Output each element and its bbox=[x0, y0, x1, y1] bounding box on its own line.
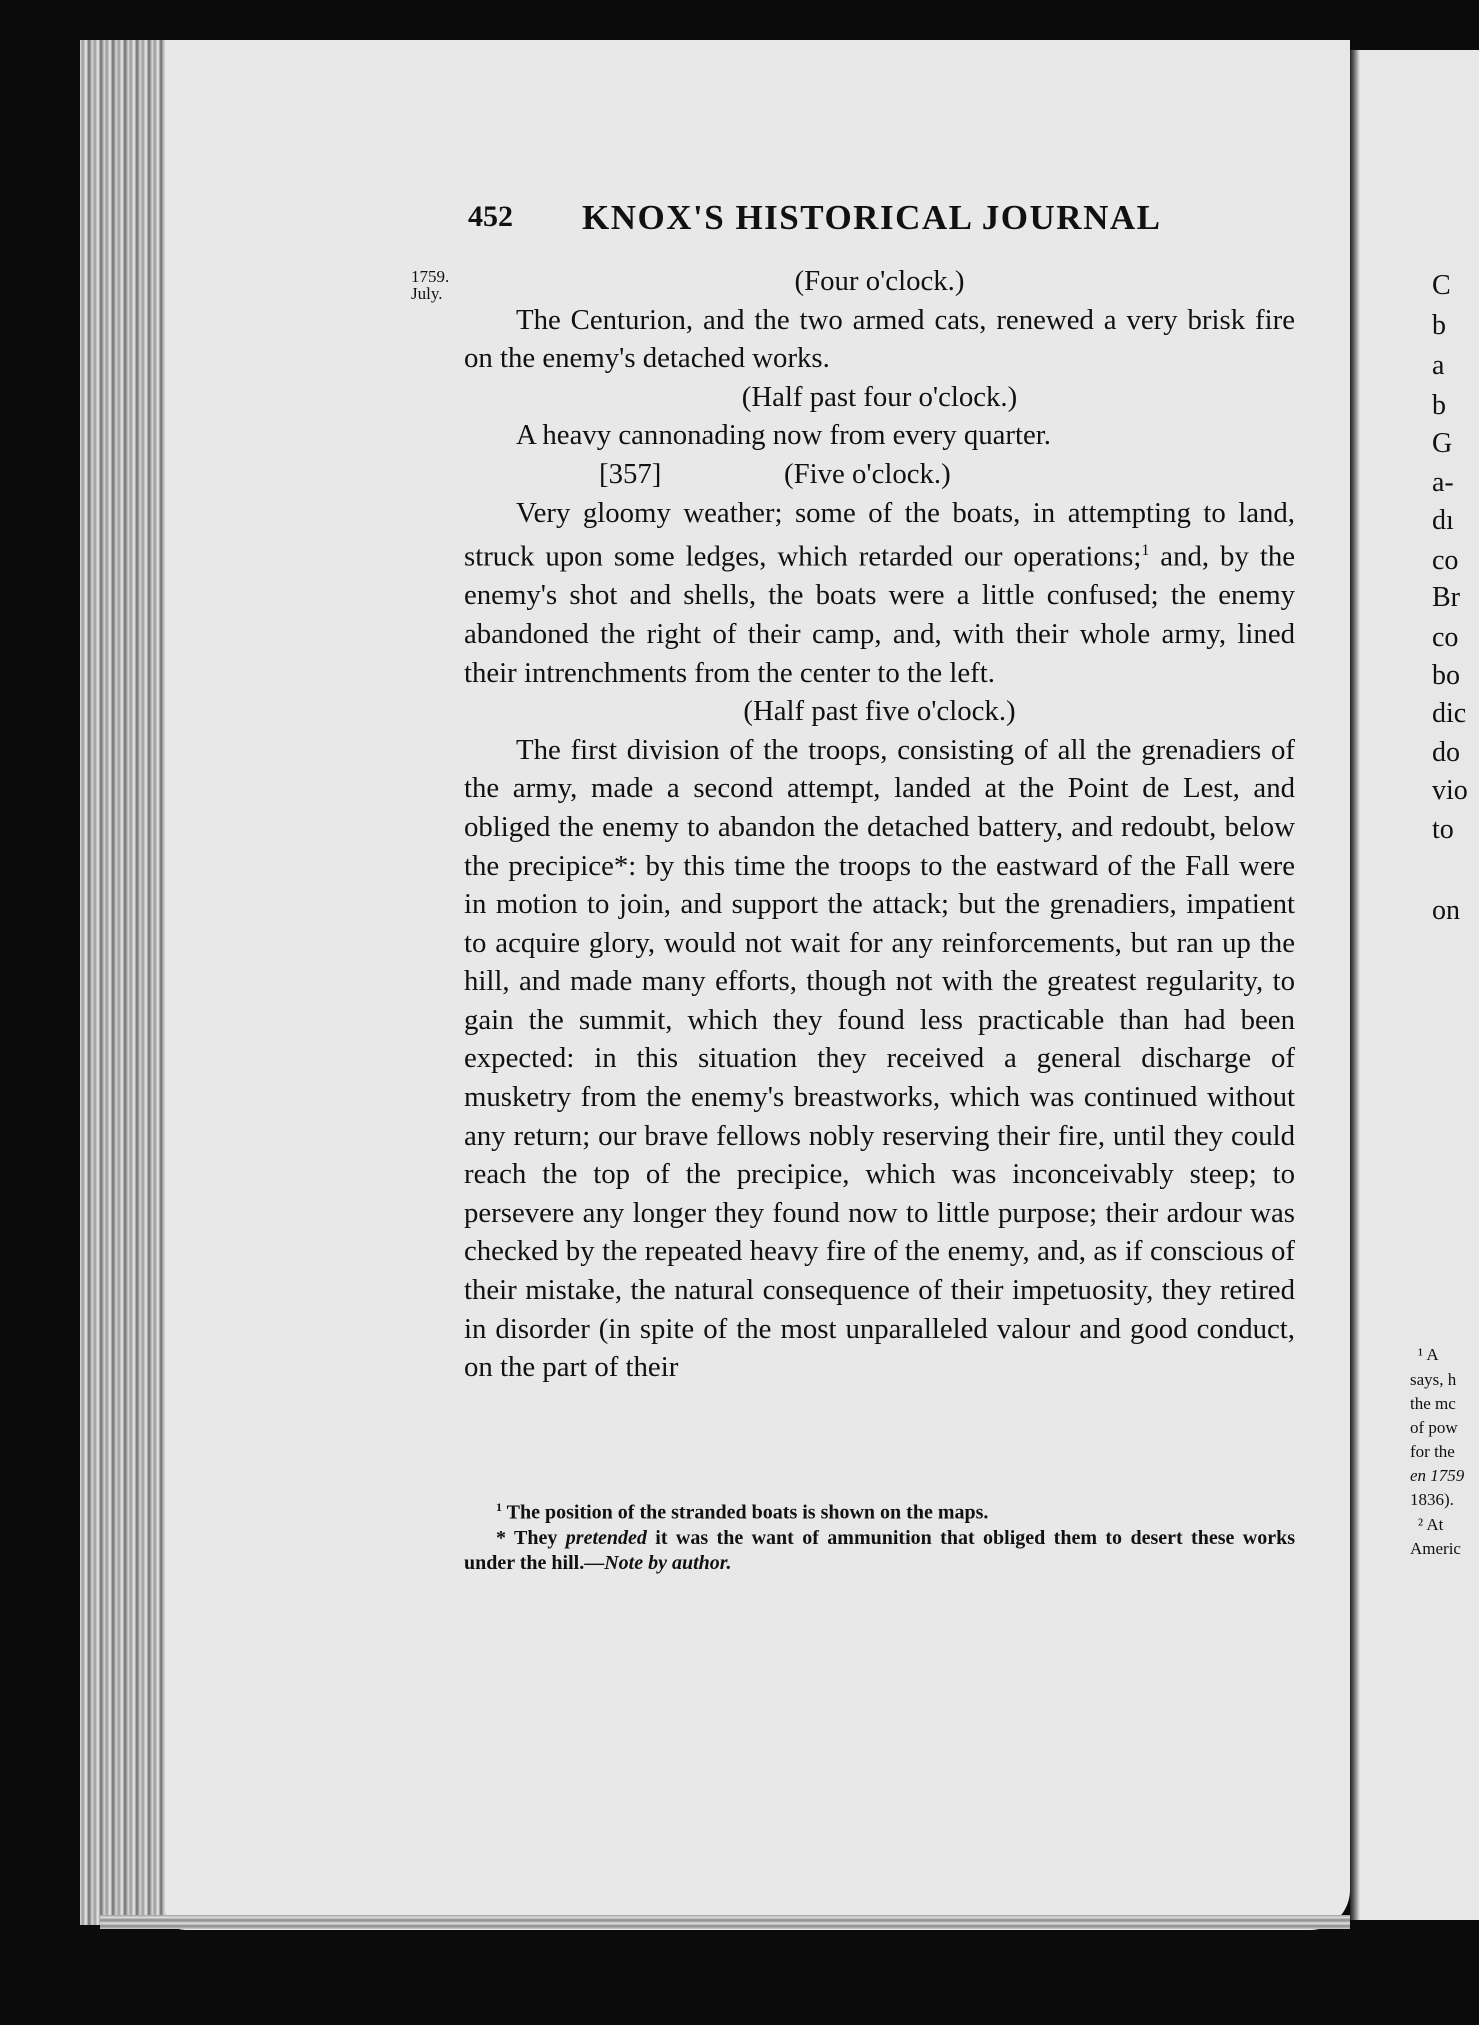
footnote-reference: 1 bbox=[1141, 542, 1150, 560]
facing-fragment: bo bbox=[1432, 660, 1460, 691]
footnote-text: The position of the stranded boats is shown on the maps. bbox=[502, 1501, 989, 1524]
facing-fragment: dic bbox=[1432, 698, 1467, 729]
margin-year: 1759. bbox=[411, 267, 450, 286]
facing-footnote-fragment: en 1759 bbox=[1410, 1466, 1465, 1485]
footnote-marker: * bbox=[496, 1526, 506, 1549]
paragraph bbox=[464, 494, 1295, 693]
time-heading: (Half past four o'clock.) bbox=[741, 380, 1018, 413]
facing-fragment: co bbox=[1432, 622, 1459, 653]
margin-date-note bbox=[411, 268, 449, 302]
facing-footnote-fragment: Americ bbox=[1410, 1539, 1461, 1558]
footnote-text: it was the want of ammunition that obliged them to desert these works under the hill.— bbox=[464, 1526, 1296, 1574]
facing-fragment: a- bbox=[1432, 467, 1454, 498]
margin-month: July. bbox=[411, 284, 443, 303]
facing-fragment: G bbox=[1432, 428, 1453, 459]
facing-footnote-fragment: for the bbox=[1410, 1442, 1455, 1461]
paragraph-text: and, by the enemy's shot and shells, the boats were a little confused; the enemy abandoned the right of their camp, and, with their whole army, lined their intrenchments from the center to the left. bbox=[464, 540, 1296, 689]
footnote-text: They bbox=[506, 1526, 566, 1549]
facing-footnote-fragment: ² At bbox=[1418, 1515, 1444, 1534]
facing-fragment: dı bbox=[1432, 505, 1454, 536]
facing-footnote-fragment: ¹ A bbox=[1418, 1345, 1439, 1364]
page-ref-line bbox=[464, 455, 1295, 494]
facing-fragment: b bbox=[1432, 390, 1446, 421]
page-header bbox=[468, 200, 1186, 244]
paragraph: The Centurion, and the two armed cats, renewed a very brisk fire on the enemy's detached works. bbox=[464, 303, 1295, 375]
time-heading: (Five o'clock.) bbox=[784, 457, 951, 490]
facing-footnote-fragment: 1836). bbox=[1410, 1490, 1454, 1509]
footnote-emphasis: pretended bbox=[565, 1526, 647, 1549]
facing-fragment: C bbox=[1432, 270, 1451, 301]
facing-fragment: co bbox=[1432, 545, 1459, 576]
facing-fragment: a bbox=[1432, 350, 1445, 381]
paragraph: A heavy cannonading now from every quarter. bbox=[516, 419, 1051, 452]
page-number: 452 bbox=[468, 200, 513, 233]
footnote-attribution: Note by author. bbox=[604, 1551, 732, 1574]
paragraph: The first division of the troops, consisting of all the grenadiers of the army, made a second attempt, landed at the Point de Lest, and obliged the enemy to abandon the detached battery, and redoubt, below the precipice*: by this time the troops to the eastward of the Fall were in motion to join, and support the attack; but the grenadiers, impatient to acquire glory, would not wait for any reinforcements, but ran up the hill, and made many efforts, though not with the greatest regularity, to gain the summit, which they found less practicable than had been expected: in this situation they received a general discharge of musketry from the enemy's breastworks, which was continued without any return; our brave fellows nobly reserving their fire, until they could reach the top of the precipice, which was inconceivably steep; to persevere any longer they found now to little purpose; their ardour was checked by the repeated heavy fire of the enemy, and, as if conscious of their mistake, the natural consequence of their impetuosity, they retired in disorder (in spite of the most unparalleled valour and good conduct, on the part of their bbox=[464, 733, 1295, 1384]
facing-fragment: do bbox=[1432, 737, 1460, 768]
paragraph-text: Very gloomy weather; some of the boats, in attempting to land, struck upon some ledges, which retarded our operations; bbox=[464, 496, 1295, 573]
facing-fragment: on bbox=[1432, 895, 1460, 926]
facing-footnote-fragment: the mc bbox=[1410, 1394, 1456, 1413]
time-heading: (Half past five o'clock.) bbox=[743, 695, 1016, 728]
facing-footnote-fragment: of pow bbox=[1410, 1418, 1458, 1437]
running-title: KNOX'S HISTORICAL JOURNAL bbox=[582, 198, 1162, 237]
facing-fragment: Br bbox=[1432, 582, 1460, 613]
facing-fragment: to bbox=[1432, 814, 1454, 845]
facing-fragment: b bbox=[1432, 310, 1446, 341]
book-gutter bbox=[1350, 50, 1360, 1920]
body-text bbox=[464, 262, 1295, 1387]
facing-fragment: vio bbox=[1432, 775, 1468, 806]
book-bottom-edge bbox=[100, 1915, 1350, 1929]
footnotes bbox=[464, 1495, 1295, 1576]
footnote-marker: 1 bbox=[496, 1500, 502, 1514]
facing-footnote-fragment: says, h bbox=[1410, 1370, 1457, 1389]
time-heading: (Four o'clock.) bbox=[794, 265, 965, 297]
footnote bbox=[464, 1526, 1295, 1576]
facing-page bbox=[1350, 50, 1479, 1920]
original-page-reference: [357] bbox=[599, 457, 662, 490]
footnote bbox=[464, 1495, 1295, 1526]
